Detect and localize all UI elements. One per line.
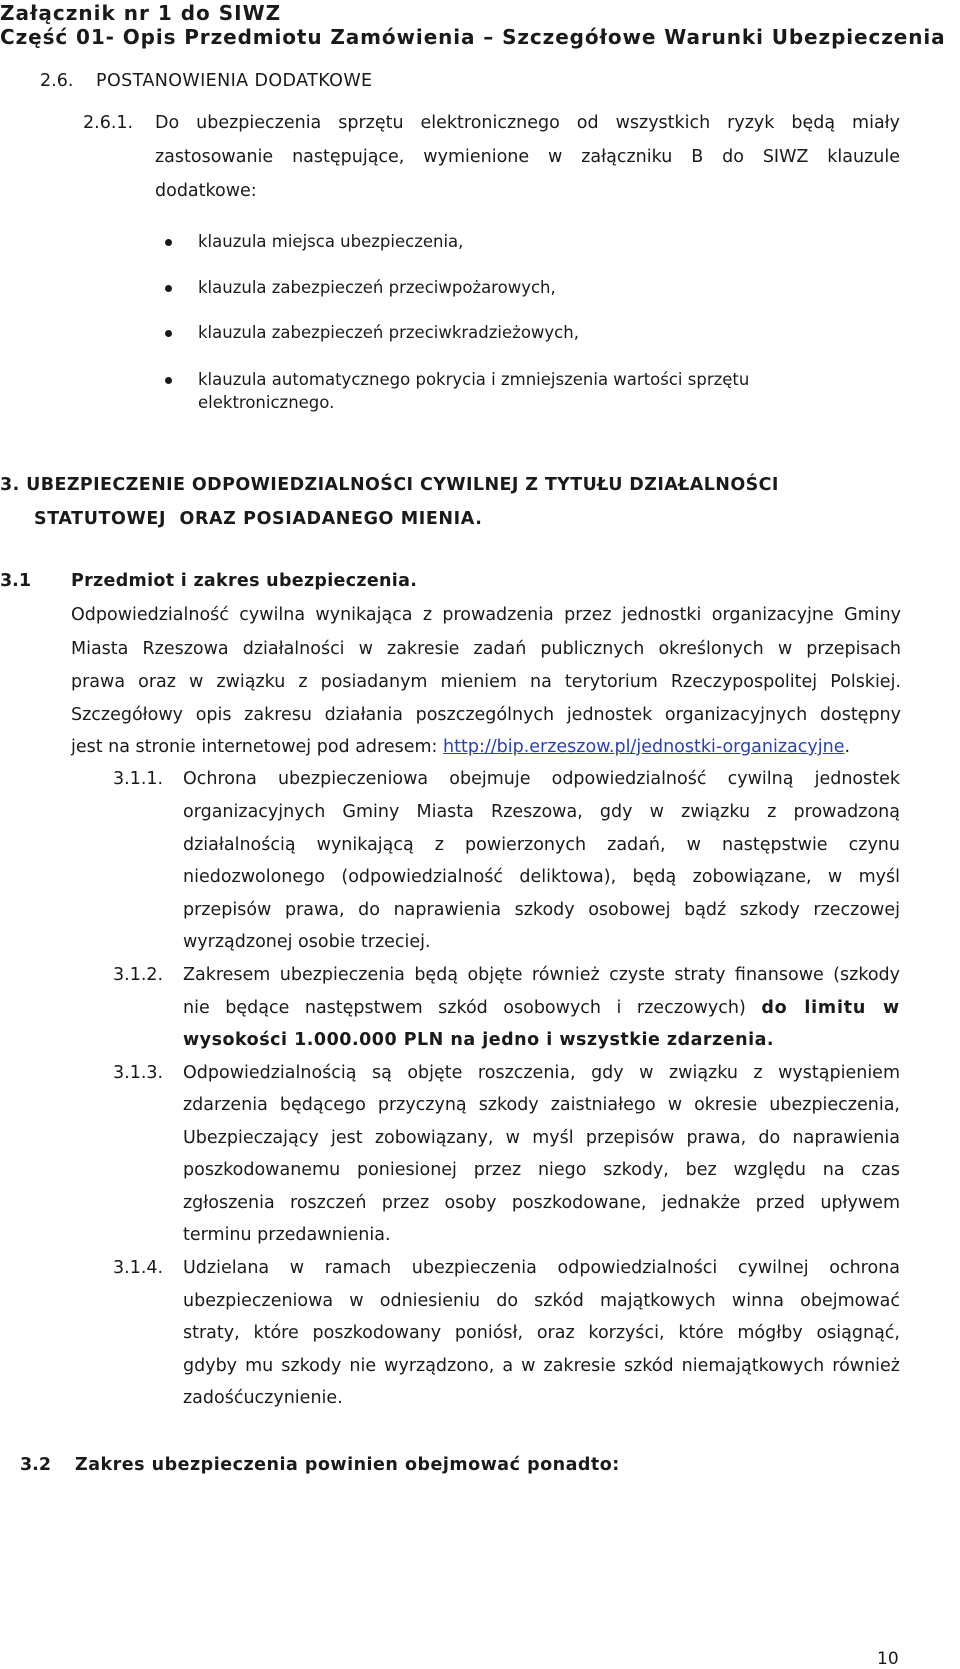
section-3-heading-line2: STATUTOWEJ ORAZ POSIADANEGO MIENIA.	[34, 509, 483, 529]
limit-emphasis: do limitu w	[761, 998, 900, 1018]
section-3-1-line: Odpowiedzialność cywilna wynikająca z prowadzenia przez jednostki organizacyjne Gminy	[71, 605, 901, 625]
section-3-1-line-end: .	[844, 737, 851, 757]
section-3-2-title: Zakres ubezpieczenia powinien obejmować ponadto:	[75, 1455, 620, 1475]
section-3-heading-line1: 3. UBEZPIECZENIE ODPOWIEDZIALNOŚCI CYWILNEJ Z TYTUŁU DZIAŁALNOŚCI	[0, 475, 779, 495]
clause-list-item: klauzula automatycznego pokrycia i zmniejszenia wartości sprzętu	[198, 370, 750, 389]
section-2-6-1-line: Do ubezpieczenia sprzętu elektronicznego od wszystkich ryzyk będą miały	[155, 113, 900, 133]
section-3-1-4-line: straty, które poszkodowany poniósł, oraz korzyści, które mógłby osiągnąć,	[183, 1323, 900, 1343]
page-number: 10	[877, 1649, 899, 1669]
section-3-1-2-line: Zakresem ubezpieczenia będą objęte również czyste straty finansowe (szkody	[183, 965, 900, 985]
bip-organization-link[interactable]: http://bip.erzeszow.pl/jednostki-organizacyjne	[443, 737, 845, 757]
section-3-1-1-line: działalnością wynikającą z powierzonych zadań, w następstwie czynu	[183, 835, 900, 855]
section-3-1-4-line: gdyby mu szkody nie wyrządzono, a w zakresie szkód niemajątkowych również	[183, 1356, 900, 1376]
section-3-1-last-line	[71, 730, 850, 765]
document-part-title: Część 01- Opis Przedmiotu Zamówienia – Szczegółowe Warunki Ubezpieczenia	[0, 25, 946, 49]
section-3-1-title: Przedmiot i zakres ubezpieczenia.	[71, 571, 418, 591]
section-3-1-2-line	[183, 991, 900, 1026]
section-3-1-4-line: Udzielana w ramach ubezpieczenia odpowiedzialności cywilnej ochrona	[183, 1258, 900, 1278]
section-3-1-3-line: Odpowiedzialnością są objęte roszczenia, gdy w związku z wystąpieniem	[183, 1063, 900, 1083]
clause-list-item: klauzula miejsca ubezpieczenia,	[198, 232, 464, 251]
section-3-1-3-line: terminu przedawnienia.	[183, 1225, 391, 1245]
section-3-1-4-number: 3.1.4.	[113, 1258, 164, 1278]
section-3-1-line: jest na stronie internetowej pod adresem:	[71, 737, 444, 757]
section-3-1-line: Miasta Rzeszowa działalności w zakresie zadań publicznych określonych w przepisach	[71, 639, 901, 659]
section-2-6-1-line: zastosowanie następujące, wymienione w załączniku B do SIWZ klauzule	[155, 147, 900, 167]
section-3-1-2-text: nie będące następstwem szkód osobowych i rzeczowych)	[183, 998, 762, 1018]
bullet-icon	[165, 285, 172, 292]
section-3-1-1-number: 3.1.1.	[113, 769, 164, 789]
section-3-1-3-line: zdarzenia będącego przyczyną szkody zaistniałego w okresie ubezpieczenia,	[183, 1095, 900, 1115]
bullet-icon	[165, 239, 172, 246]
section-3-1-4-line: ubezpieczeniowa w odniesieniu do szkód majątkowych winna obejmować	[183, 1291, 900, 1311]
clause-list-item: klauzula zabezpieczeń przeciwpożarowych,	[198, 278, 556, 297]
section-2-6-number: 2.6.	[40, 71, 74, 91]
section-3-1-4-line: zadośćuczynienie.	[183, 1388, 343, 1408]
section-3-1-3-line: Ubezpieczający jest zobowiązany, w myśl przepisów prawa, do naprawienia	[183, 1128, 900, 1148]
section-3-1-line: Szczegółowy opis zakresu działania poszczególnych jednostek organizacyjnych dostępny	[71, 705, 901, 725]
section-3-1-2-number: 3.1.2.	[113, 965, 164, 985]
section-2-6-1-number: 2.6.1.	[83, 113, 134, 133]
section-3-1-1-line: Ochrona ubezpieczeniowa obejmuje odpowiedzialność cywilną jednostek	[183, 769, 900, 789]
section-2-6-title: POSTANOWIENIA DODATKOWE	[96, 71, 373, 91]
section-3-1-3-line: zgłoszenia roszczeń przez osoby poszkodowane, jednakże przed upływem	[183, 1193, 900, 1213]
section-3-2-number: 3.2	[20, 1455, 52, 1475]
clause-list-item-continuation: elektronicznego.	[198, 393, 335, 412]
bullet-icon	[165, 330, 172, 337]
bullet-icon	[165, 377, 172, 384]
limit-amount-emphasis: wysokości 1.000.000 PLN na jedno i wszystkie zdarzenia.	[183, 1030, 775, 1050]
clause-list-item: klauzula zabezpieczeń przeciwkradzieżowych,	[198, 323, 579, 342]
section-3-1-1-line: wyrządzonej osobie trzeciej.	[183, 932, 431, 952]
section-3-1-1-line: organizacyjnych Gminy Miasta Rzeszowa, gdy w związku z prowadzoną	[183, 802, 900, 822]
section-3-1-3-line: poszkodowanemu poniesionej przez niego szkody, bez względu na czas	[183, 1160, 900, 1180]
section-3-1-1-line: przepisów prawa, do naprawienia szkody osobowej bądź szkody rzeczowej	[183, 900, 900, 920]
section-3-1-line: prawa oraz w związku z posiadanym mieniem na terytorium Rzeczypospolitej Polskiej.	[71, 672, 901, 692]
section-2-6-1-line: dodatkowe:	[155, 181, 257, 201]
section-3-1-number: 3.1	[0, 571, 32, 591]
attachment-title: Załącznik nr 1 do SIWZ	[0, 1, 282, 25]
section-3-1-1-line: niedozwolonego (odpowiedzialność deliktowa), będą zobowiązane, w myśl	[183, 867, 900, 887]
section-3-1-3-number: 3.1.3.	[113, 1063, 164, 1083]
